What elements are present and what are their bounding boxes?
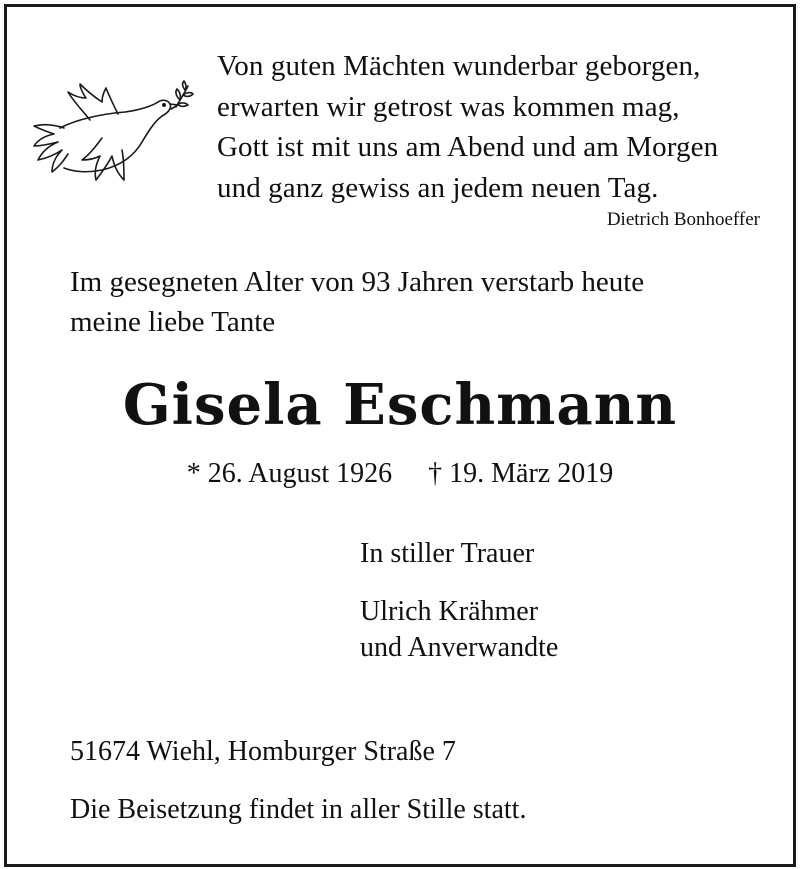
burial-note: Die Beisetzung findet in aller Stille statt. xyxy=(70,794,527,825)
mourners-block xyxy=(360,536,558,666)
birth-date: * 26. August 1926 xyxy=(186,458,393,489)
poem-line: Gott ist mit uns am Abend und am Morgen xyxy=(217,131,719,163)
mourner-name: Ulrich Krähmer xyxy=(360,596,539,627)
dove-icon xyxy=(30,80,195,200)
poem-author: Dietrich Bonhoeffer xyxy=(606,209,760,230)
poem-line: und ganz gewiss an jedem neuen Tag. xyxy=(217,171,659,204)
life-dates xyxy=(0,458,800,490)
death-date: † 19. März 2019 xyxy=(428,458,614,489)
intro-text xyxy=(70,262,644,342)
mourner-name: und Anverwandte xyxy=(360,632,559,663)
intro-line: Im gesegneten Alter von 93 Jahren verstarb heute xyxy=(70,266,645,298)
poem-line: erwarten wir getrost was kommen mag, xyxy=(217,90,680,123)
deceased-name: Gisela Eschmann xyxy=(122,372,678,438)
mourning-heading: In stiller Trauer xyxy=(360,538,535,569)
address: 51674 Wiehl, Homburger Straße 7 xyxy=(70,736,456,767)
poem-line: Von guten Mächten wunderbar geborgen, xyxy=(217,50,701,82)
poem xyxy=(217,46,718,208)
intro-line: meine liebe Tante xyxy=(70,306,276,338)
